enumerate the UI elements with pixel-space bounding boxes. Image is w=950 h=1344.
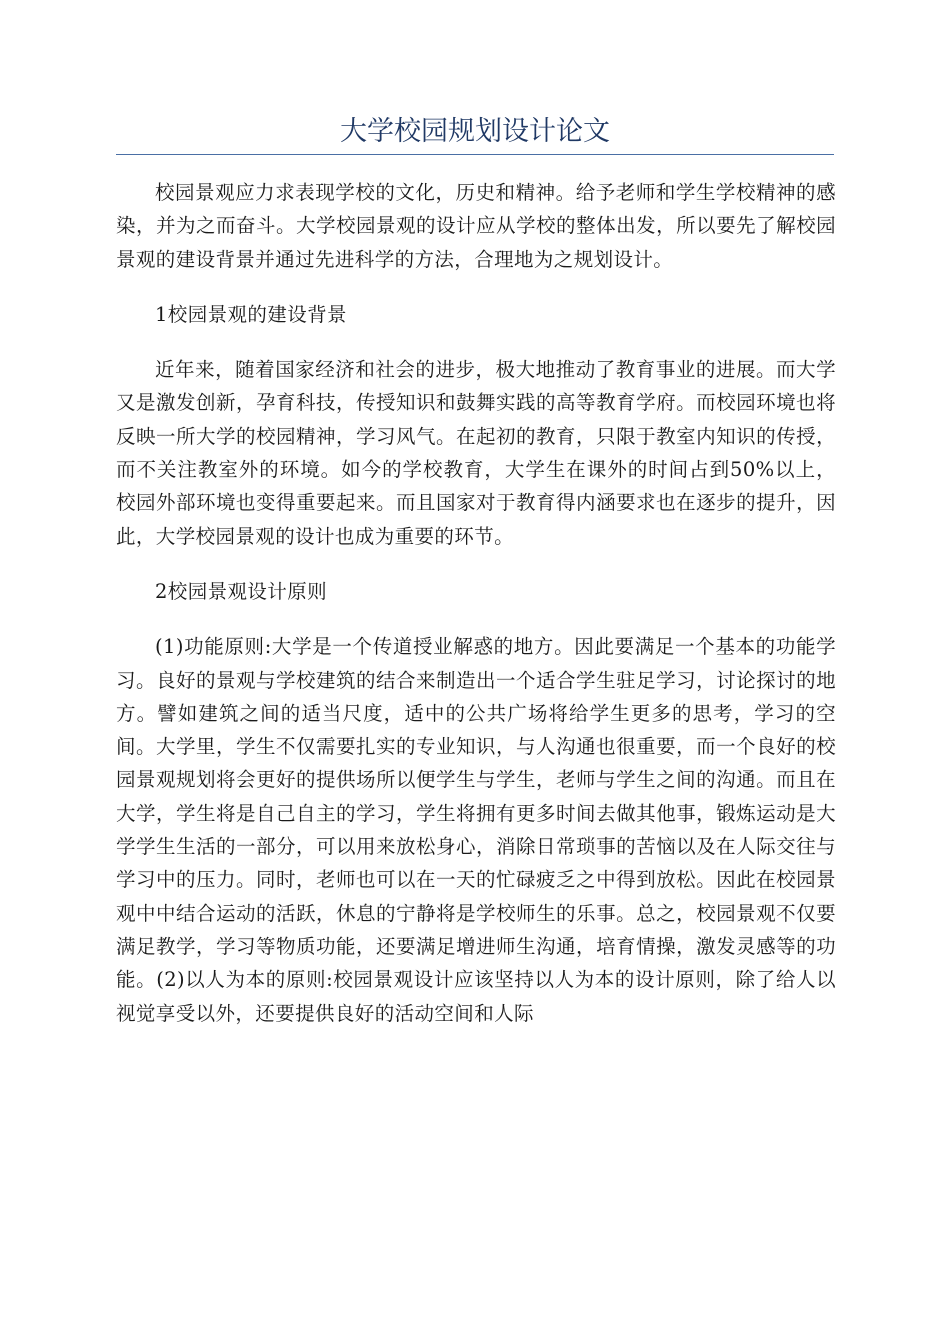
section-heading-1: 1校园景观的建设背景: [155, 302, 347, 326]
paragraph-background: 近年来，随着国家经济和社会的进步，极大地推动了教育事业的进展。而大学又是激发创新，孕育科技，传授知识和鼓舞实践的高等教育学府。而校园环境也将反映一所大学的校园精神，学习风气。在起初的教育，只限于教室内知识的传授，而不关注教室外的环境。如今的学校教育，大学生在课外的时间占到50%以上，校园外部环境也变得重要起来。而且国家对于教育得内涵要求也在逐步的提升，因此，大学校园景观的设计也成为重要的环节。: [116, 358, 836, 548]
section-heading-2: 2校园景观设计原则: [155, 579, 328, 603]
document-title: 大学校园规划设计论文: [340, 116, 610, 147]
paragraph-intro: 校园景观应力求表现学校的文化，历史和精神。给予老师和学生学校精神的感染，并为之而奋斗。大学校园景观的设计应从学校的整体出发，所以要先了解校园景观的建设背景并通过先进科学的方法，合理地为之规划设计。: [116, 181, 836, 271]
title-underline: [116, 154, 834, 155]
paragraph-principles: (1)功能原则:大学是一个传道授业解惑的地方。因此要满足一个基本的功能学习。良好的景观与学校建筑的结合来制造出一个适合学生驻足学习，讨论探讨的地方。譬如建筑之间的适当尺度，适中的公共广场将给学生更多的思考，学习的空间。大学里，学生不仅需要扎实的专业知识，与人沟通也很重要，而一个良好的校园景观规划将会更好的提供场所以便学生与学生，老师与学生之间的沟通。而且在大学，学生将是自己自主的学习，学生将拥有更多时间去做其他事，锻炼运动是大学学生生活的一部分，可以用来放松身心，消除日常琐事的苦恼以及在人际交往与学习中的压力。同时，老师也可以在一天的忙碌疲乏之中得到放松。因此在校园景观中中结合运动的活跃，休息的宁静将是学校师生的乐事。总之，校园景观不仅要满足教学，学习等物质功能，还要满足增进师生沟通，培育情操，激发灵感等的功能。(2)以人为本的原则:校园景观设计应该坚持以人为本的设计原则，除了给人以视觉享受以外，还要提供良好的活动空间和人际: [116, 635, 836, 1025]
document-body: [116, 176, 836, 1052]
